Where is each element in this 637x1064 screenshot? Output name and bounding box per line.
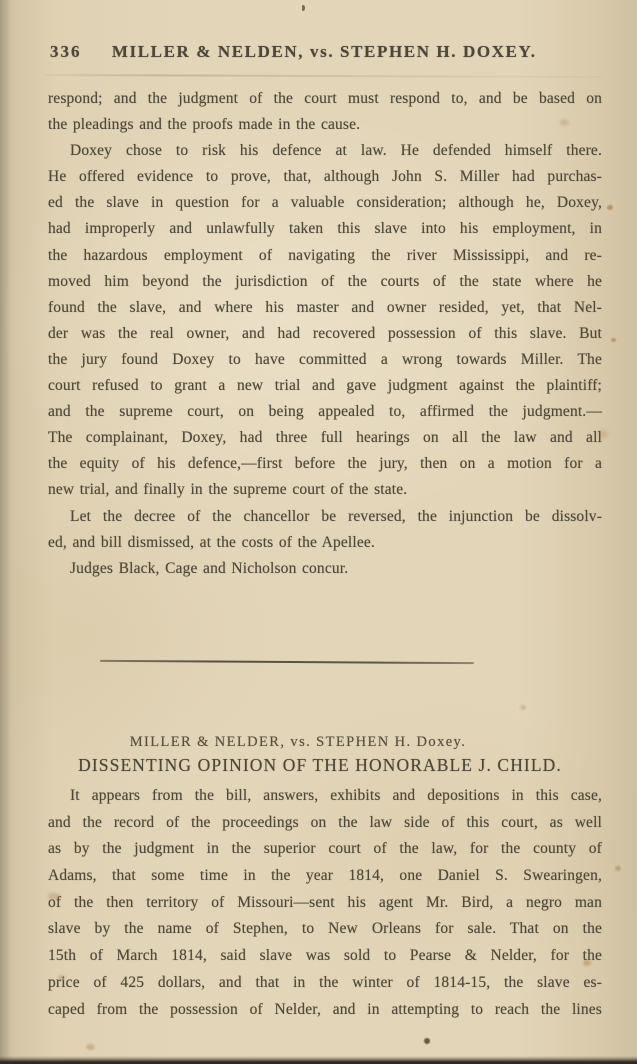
ink-speck [302,5,305,11]
page-number: 336 [50,42,82,61]
text-line: moved him beyond the jurisdiction of the courts of the state where he [48,272,602,290]
foxing-stain [86,1044,95,1050]
text-line: Judges Black, Cage and Nicholson concur. [70,559,349,577]
dissent-opinion-heading: DISSENTING OPINION OF THE HONORABLE J. CHILD. [78,755,562,775]
foxing-stain [615,866,621,871]
text-line: court refused to grant a new trial and gave judgment against the plaintiff; [48,377,602,395]
text-line: the hazardous employment of navigating the river Mississippi, and re- [48,246,602,264]
text-line: Adams, that some time in the year 1814, one Daniel S. Swearingen, [48,867,602,885]
text-line: ed, and bill dismissed, at the costs of the Apellee. [48,533,375,551]
header-rule [46,74,602,78]
dissent-text-block [48,783,602,1023]
text-line: of the then territory of Missouri—sent his agent Mr. Bird, a negro man [48,893,602,911]
foxing-stain [520,705,526,710]
text-line: respond; and the judgment of the court must respond to, and be based on [48,90,602,107]
text-line: He offered evidence to prove, that, although John S. Miller had purchas- [48,168,602,186]
ink-speck [424,1038,430,1044]
text-line: slave by the name of Stephen, to New Orleans for sale. That on the [48,920,602,938]
text-line: the equity of his defence,—first before the jury, then on a motion for a [48,455,602,473]
section-divider [100,660,474,664]
foxing-stain [611,338,616,342]
text-line: had improperly and unlawfully taken this slave into his employment, in [48,220,602,238]
text-line: new trial, and finally in the supreme court of the state. [48,481,408,499]
running-header-title: MILLER & NELDEN, vs. STEPHEN H. DOXEY. [111,42,537,61]
text-line: Doxey chose to risk his defence at law. He defended himself there. [70,142,602,160]
bottom-scan-edge [0,1056,637,1064]
left-scan-edge [0,0,10,1064]
text-line: and the record of the proceedings on the law side of this court, as well [48,813,602,831]
text-line: It appears from the bill, answers, exhibits and depositions in this case, [70,787,602,804]
text-line: Let the decree of the chancellor be reversed, the injunction be dissolv- [70,507,602,525]
text-line: caped from the possession of Nelder, and in attempting to reach the lines [48,1000,602,1018]
opinion-text-block [48,86,602,582]
text-line: the jury found Doxey to have committed a wrong towards Miller. The [48,350,602,368]
text-line: ed the slave in question for a valuable consideration; although he, Doxey, [48,194,602,212]
text-line: and the supreme court, on being appealed to, affirmed the judgment.— [48,403,602,421]
text-line: price of 425 dollars, and that in the winter of 1814-15, the slave es- [48,973,602,991]
running-header [50,42,597,62]
text-line: found the slave, and where his master and owner resided, yet, that Nel- [48,298,602,316]
text-line: as by the judgment in the superior court of the law, for the county of [48,840,602,858]
foxing-stain [607,205,613,210]
case-title: MILLER & NELDER, vs. STEPHEN H. Doxey. [129,734,467,750]
text-line: The complainant, Doxey, had three full hearings on all the law and all [48,429,602,447]
text-line: 15th of March 1814, said slave was sold to Pearse & Nelder, for the [48,947,602,965]
text-line: the pleadings and the proofs made in the cause. [48,116,361,134]
text-line: der was the real owner, and had recovered possession of this slave. But [48,324,602,342]
